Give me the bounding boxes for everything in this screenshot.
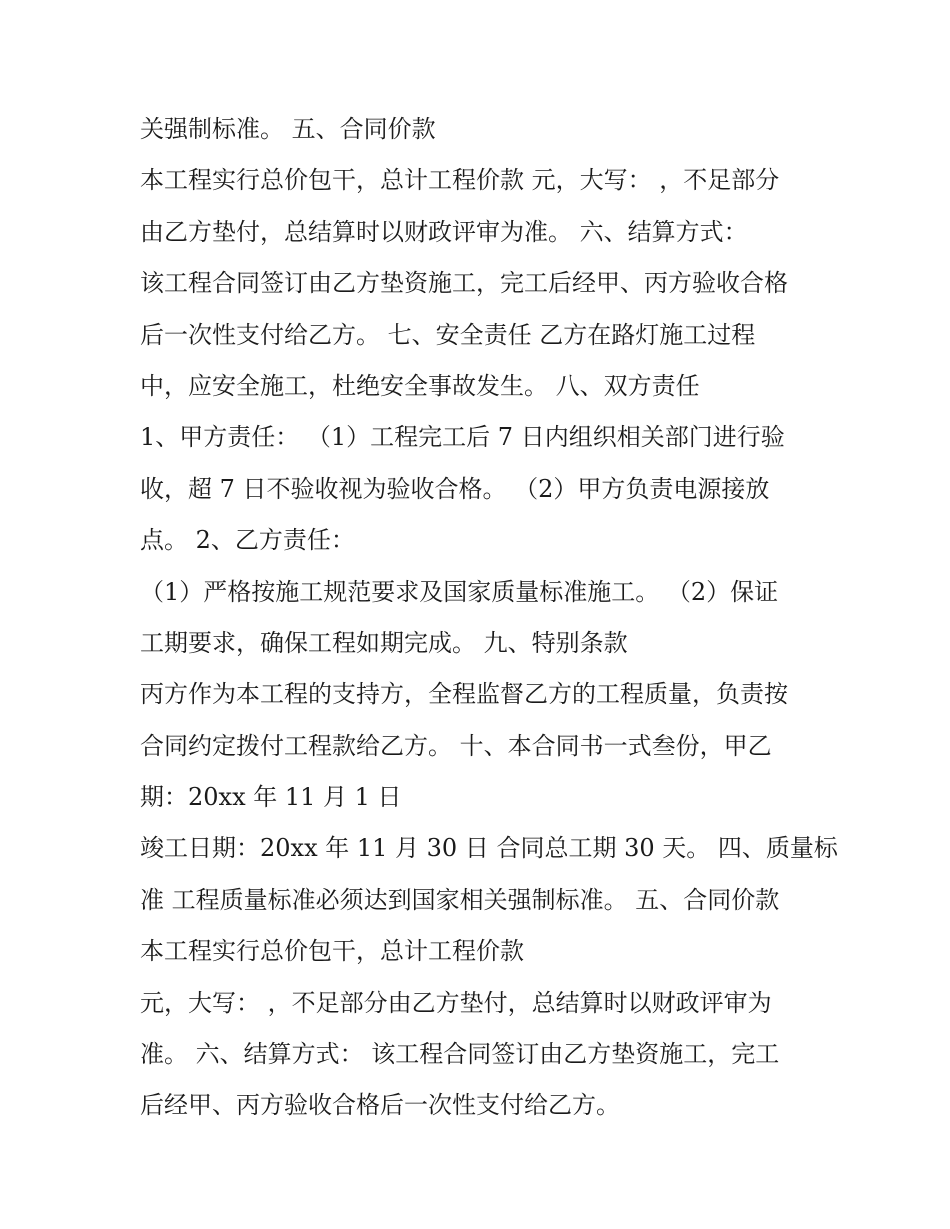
text-line: 丙方作为本工程的支持方，全程监督乙方的工程质量，负责按: [140, 680, 788, 709]
text-line: 后一次性支付给乙方。 七、安全责任 乙方在路灯施工过程: [140, 320, 756, 349]
text-line: 元，大写： ，不足部分由乙方垫付，总结算时以财政评审为: [140, 988, 772, 1017]
text-line: 准 工程质量标准必须达到国家相关强制标准。 五、合同价款: [140, 885, 780, 914]
document-body: [140, 104, 838, 1132]
text-line: （1）严格按施工规范要求及国家质量标准施工。 （2）保证: [140, 577, 779, 606]
text-line: 点。 2、乙方责任：: [140, 526, 355, 555]
text-line: 合同约定拨付工程款给乙方。 十、本合同书一式叁份，甲乙: [140, 731, 772, 760]
text-line: 后经甲、丙方验收合格后一次性支付给乙方。: [140, 1091, 620, 1120]
text-line: 1、甲方责任： （1）工程完工后 7 日内组织相关部门进行验: [140, 423, 785, 452]
text-line: 竣工日期：20xx 年 11 月 30 日 合同总工期 30 天。 四、质量标: [140, 834, 838, 863]
text-line: 由乙方垫付，总结算时以财政评审为准。 六、结算方式：: [140, 217, 748, 246]
text-line: 该工程合同签订由乙方垫资施工，完工后经甲、丙方验收合格: [140, 269, 788, 298]
text-line: 本工程实行总价包干，总计工程价款: [140, 937, 524, 966]
text-line: 本工程实行总价包干，总计工程价款 元，大写： ，不足部分: [140, 166, 780, 195]
text-line: 收，超 7 日不验收视为验收合格。 （2）甲方负责电源接放: [140, 474, 770, 503]
text-line: 工期要求，确保工程如期完成。 九、特别条款: [140, 628, 628, 657]
text-line: 准。 六、结算方式： 该工程合同签订由乙方垫资施工，完工: [140, 1040, 780, 1069]
text-line: 关强制标准。 五、合同价款: [140, 115, 436, 143]
text-line: 期：20xx 年 11 月 1 日: [140, 783, 402, 812]
text-line: 中，应安全施工，杜绝安全事故发生。 八、双方责任: [140, 371, 700, 400]
